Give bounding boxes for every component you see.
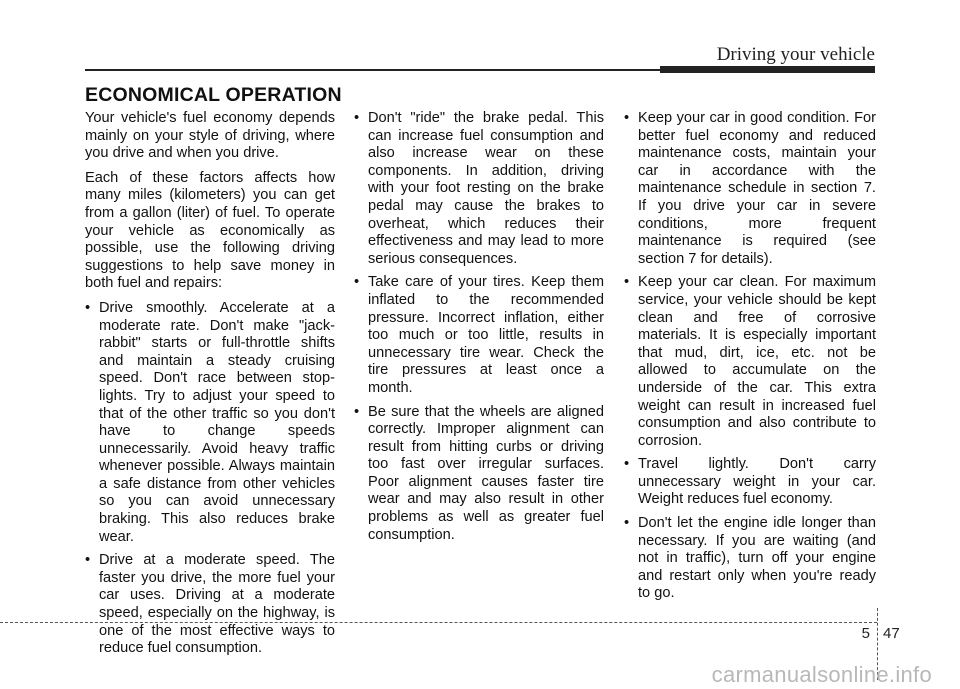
bullet-dot: • <box>624 274 630 291</box>
bullet-dot: • <box>354 403 360 420</box>
running-header-title: Driving your vehicle <box>716 44 875 65</box>
watermark-text: carmanualsonline.info <box>711 662 932 687</box>
text-column-3 <box>624 110 876 609</box>
bullet-text-clean: Keep your car clean. For maximum service, your vehicle should be kept clean and free of corrosive materials. It is especially important that mud, dirt, ice, etc. not be allowed to accumulate on the underside of the car. This extra weight can result in increased fuel consumption and also contribute to corrosion. <box>638 274 876 449</box>
bullet-text-alignment: Be sure that the wheels are aligned correctly. Improper alignment can result from hitting curbs or driving too fast over irregular surfaces. Poor alignment causes faster tire wear and may also result in other problems as well as greater fuel consumption. <box>368 403 604 543</box>
bullet-text-drive-smoothly: Drive smoothly. Accelerate at a moderate rate. Don't make "jack-rabbit" starts or full-throttle shifts and maintain a steady cruising speed. Don't race between stop-lights. Try to adjust your speed to that of the other traffic so you don't have to change speeds unnecessarily. Avoid heavy traffic whenever possible. Always maintain a safe distance from other vehicles so you can avoid unnecessary braking. This also reduces brake wear. <box>99 299 335 545</box>
bullet-item <box>624 515 876 603</box>
section-number: 5 <box>861 625 870 642</box>
bullet-item <box>354 404 604 545</box>
bullet-text-brake-pedal: Don't "ride" the brake pedal. This can increase fuel consumption and also increase wear on these components. In addition, driving with your foot resting on the brake pedal may cause the brakes to overheat, which reduces their effectiveness and may lead to more serious consequences. <box>368 110 604 267</box>
bullet-item <box>624 274 876 450</box>
bullet-item <box>354 110 604 268</box>
bullet-dot: • <box>624 515 630 532</box>
bullet-text-idle: Don't let the engine idle longer than necessary. If you are waiting (and not in traffic), turn off your engine and restart only when you're ready to go. <box>638 515 876 602</box>
bullet-text-tires: Take care of your tires. Keep them inflated to the recommended pressure. Incorrect inflation, either too much or too little, results in unnecessary tire wear. Check the tire pressures at least once a month. <box>368 274 604 396</box>
bullet-item <box>354 274 604 397</box>
bullet-dot: • <box>85 552 91 569</box>
text-column-2 <box>354 110 604 550</box>
text-column-1 <box>85 110 335 664</box>
bullet-dot: • <box>354 274 360 291</box>
bullet-text-travel-lightly: Travel lightly. Don't carry unnecessary weight in your car. Weight reduces fuel economy. <box>638 456 876 508</box>
bullet-item <box>85 552 335 658</box>
page-number: 47 <box>883 625 900 642</box>
bullet-item <box>85 300 335 546</box>
header-rule-accent <box>660 66 875 73</box>
bullet-item <box>624 110 876 268</box>
bullet-item <box>624 456 876 509</box>
bullet-dot: • <box>624 456 630 473</box>
bullet-dot: • <box>85 299 91 316</box>
bullet-dot: • <box>354 110 360 126</box>
bullet-text-good-condition: Keep your car in good condition. For better fuel economy and reduced maintenance costs, maintain your car in accordance with the maintenance schedule in section 7. If you drive your car in severe conditions, more frequent maintenance is required (see section 7 for details). <box>638 110 876 267</box>
footer-rule <box>0 622 877 623</box>
section-title: ECONOMICAL OPERATION <box>85 84 342 106</box>
intro-paragraph-2: Each of these factors affects how many miles (kilometers) you can get from a gallon (liter) of fuel. To operate your vehicle as economically as possible, use the following driving suggestions to help save money in both fuel and repairs: <box>85 169 335 292</box>
intro-paragraph-1: Your vehicle's fuel economy depends mainly on your style of driving, where you drive and when you drive. <box>85 110 335 162</box>
bullet-text-moderate-speed: Drive at a moderate speed. The faster you drive, the more fuel your car uses. Driving at a moderate speed, especially on the highway, is one of the most effective ways to reduce fuel consumption. <box>99 552 335 657</box>
bullet-dot: • <box>624 110 630 126</box>
